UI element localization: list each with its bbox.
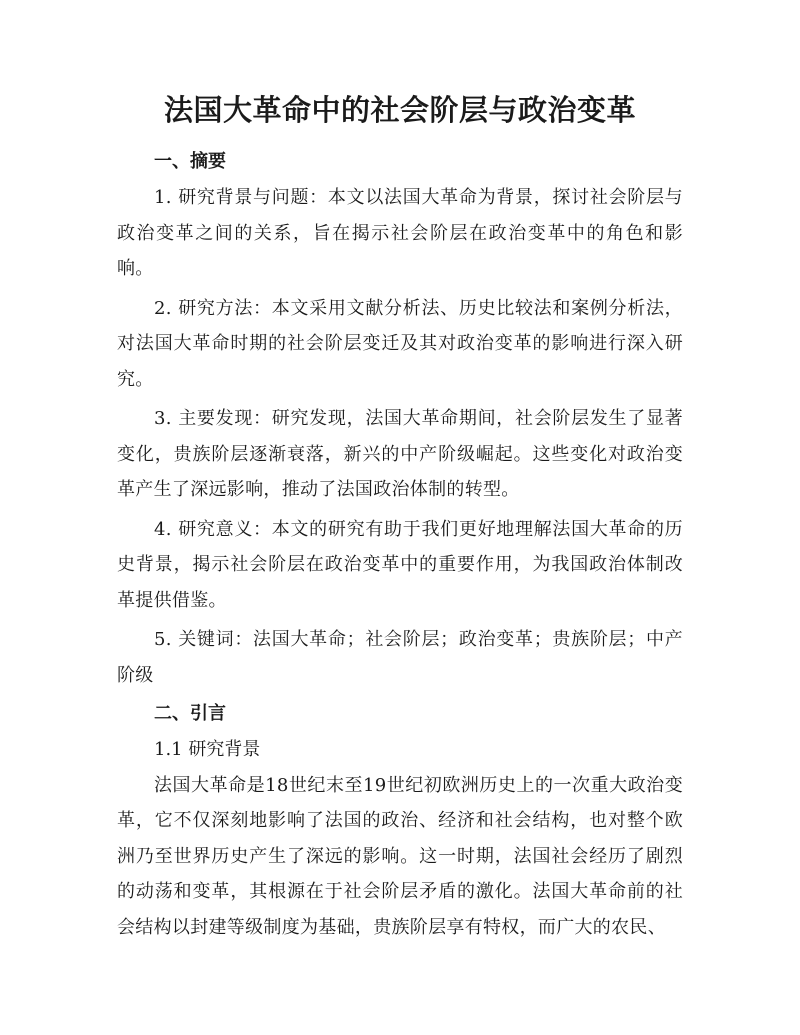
introduction-paragraph: 法国大革命是18世纪末至19世纪初欧洲历史上的一次重大政治变革，它不仅深刻地影响了法国的政治、经济和社会结构，也对整个欧洲乃至世界历史产生了深远的影响。这一时期，法国社会经历了剧烈的动荡和变革，其根源在于社会阶层矛盾的激化。法国大革命前的社会结构以封建等级制度为基础，贵族阶层享有特权，而广大的农民、 (117, 774, 683, 938)
abstract-item-3: 3. 主要发现：研究发现，法国大革命期间，社会阶层发生了显著变化，贵族阶层逐渐衰落，新兴的中产阶级崛起。这些变化对政治变革产生了深远影响，推动了法国政治体制的转型。 (117, 408, 683, 500)
introduction-heading: 二、引言 (154, 703, 226, 724)
abstract-item-2: 2. 研究方法：本文采用文献分析法、历史比较法和案例分析法，对法国大革命时期的社会阶层变迁及其对政治变革的影响进行深入研究。 (117, 297, 683, 390)
abstract-item-1: 1. 研究背景与问题：本文以法国大革命为背景，探讨社会阶层与政治变革之间的关系，旨在揭示社会阶层在政治变革中的角色和影响。 (117, 187, 683, 279)
document-title: 法国大革命中的社会阶层与政治变革 (163, 93, 636, 127)
abstract-item-4: 4. 研究意义：本文的研究有助于我们更好地理解法国大革命的历史背景，揭示社会阶层在政治变革中的重要作用，为我国政治体制改革提供借鉴。 (117, 518, 683, 611)
abstract-item-5: 5. 关键词：法国大革命；社会阶层；政治变革；贵族阶层；中产阶级 (117, 629, 683, 686)
document-body (117, 145, 683, 945)
abstract-heading: 一、摘要 (154, 151, 226, 172)
section-subheading: 1.1 研究背景 (154, 739, 261, 760)
